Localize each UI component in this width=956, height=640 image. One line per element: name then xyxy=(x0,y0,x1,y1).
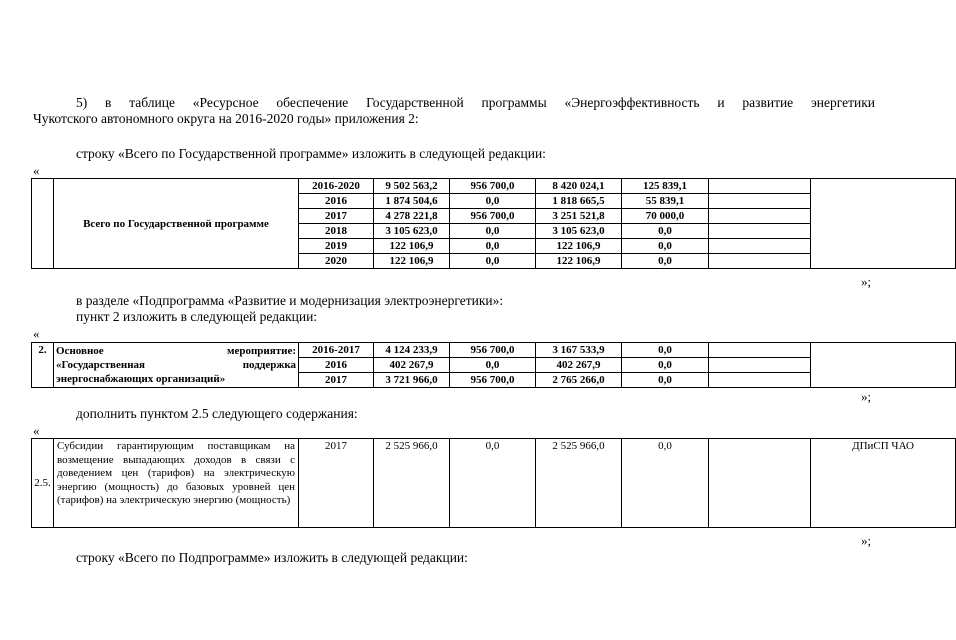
table2-name-part: Основное xyxy=(56,345,104,357)
table2-cell: 3 167 533,9 xyxy=(536,343,622,358)
table3-year: 2017 xyxy=(299,439,374,528)
close-quote-3: »; xyxy=(861,533,872,548)
section3-line-1: дополнить пунктом 2.5 следующего содержания: xyxy=(76,406,358,421)
table1-cell: 8 420 024,1 xyxy=(536,179,622,194)
table3-reg: 2 525 966,0 xyxy=(536,439,622,528)
table1-cell: 3 105 623,0 xyxy=(536,224,622,239)
table1-cell: 122 106,9 xyxy=(536,254,622,269)
table2-cell: 3 721 966,0 xyxy=(374,373,450,388)
table1-empty-cell xyxy=(709,194,811,209)
table1-cell: 9 502 563,2 xyxy=(374,179,450,194)
table2-exec-cell xyxy=(811,343,956,388)
table2-name-part: поддержка xyxy=(242,359,296,371)
table1-cell: 2016-2020 xyxy=(299,179,374,194)
table1-empty-cell xyxy=(709,239,811,254)
table2-cell: 0,0 xyxy=(622,358,709,373)
table2-row xyxy=(32,343,956,358)
table1-cell: 122 106,9 xyxy=(536,239,622,254)
table3-other: 0,0 xyxy=(622,439,709,528)
table1-cell: 1 818 665,5 xyxy=(536,194,622,209)
table2-num: 2. xyxy=(32,343,54,388)
measure-2-5-table xyxy=(31,438,956,528)
section2-line-2: пункт 2 изложить в следующей редакции: xyxy=(76,309,318,324)
table1-num-cell xyxy=(32,179,54,269)
table3-row xyxy=(32,439,956,528)
measure-2-table xyxy=(31,342,956,388)
table1-cell: 0,0 xyxy=(450,224,536,239)
intro-line-1: 5) в таблице «Ресурсное обеспечение Государственной программы «Энергоэффективность и развитие энергетики xyxy=(76,95,875,110)
table1-cell: 0,0 xyxy=(450,194,536,209)
table3-fed: 0,0 xyxy=(450,439,536,528)
table1-cell: 55 839,1 xyxy=(622,194,709,209)
table2-cell: 0,0 xyxy=(622,343,709,358)
table2-name-line-2 xyxy=(56,358,296,372)
table2-empty-cell xyxy=(709,343,811,358)
table3-exec: ДПиСП ЧАО xyxy=(811,439,956,528)
table1-cell: 3 105 623,0 xyxy=(374,224,450,239)
table2-name-part: «Государственная xyxy=(56,359,145,371)
table1-row xyxy=(32,179,956,194)
table2-name-cell xyxy=(54,343,299,388)
section4-line-1: строку «Всего по Подпрограмме» изложить в следующей редакции: xyxy=(76,550,468,565)
table1-cell: 122 106,9 xyxy=(374,254,450,269)
table2-name-part: мероприятие: xyxy=(226,345,296,357)
table2-cell: 2 765 266,0 xyxy=(536,373,622,388)
table1-cell: 956 700,0 xyxy=(450,179,536,194)
table1-cell: 70 000,0 xyxy=(622,209,709,224)
table1-cell: 2018 xyxy=(299,224,374,239)
table1-cell: 3 251 521,8 xyxy=(536,209,622,224)
table1-cell: 4 278 221,8 xyxy=(374,209,450,224)
table2-cell: 2017 xyxy=(299,373,374,388)
table1-empty-cell xyxy=(709,179,811,194)
table2-cell: 956 700,0 xyxy=(450,343,536,358)
table1-cell: 956 700,0 xyxy=(450,209,536,224)
table1-cell: 125 839,1 xyxy=(622,179,709,194)
section2-line-1: в разделе «Подпрограмма «Развитие и модернизация электроэнергетики»: xyxy=(76,293,504,308)
table1-cell: 1 874 504,6 xyxy=(374,194,450,209)
table3-total: 2 525 966,0 xyxy=(374,439,450,528)
table2-cell: 0,0 xyxy=(622,373,709,388)
table2-name-line-3: энергоснабжающих организаций» xyxy=(56,373,226,385)
close-quote-2: »; xyxy=(861,389,872,404)
table1-cell: 0,0 xyxy=(622,224,709,239)
table2-cell: 956 700,0 xyxy=(450,373,536,388)
table2-name-line-1 xyxy=(56,344,296,358)
table1-empty-cell xyxy=(709,254,811,269)
table2-empty-cell xyxy=(709,373,811,388)
table1-cell: 2017 xyxy=(299,209,374,224)
table1-cell: 0,0 xyxy=(622,239,709,254)
table1-cell: 2016 xyxy=(299,194,374,209)
table1-cell: 0,0 xyxy=(450,254,536,269)
table2-cell: 4 124 233,9 xyxy=(374,343,450,358)
table1-cell: 122 106,9 xyxy=(374,239,450,254)
table1-label: Всего по Государственной программе xyxy=(54,179,299,269)
table2-empty-cell xyxy=(709,358,811,373)
table2-cell: 402 267,9 xyxy=(536,358,622,373)
table1-cell: 0,0 xyxy=(622,254,709,269)
table2-cell: 2016-2017 xyxy=(299,343,374,358)
table1-exec-cell xyxy=(811,179,956,269)
table3-desc: Субсидии гарантирующим поставщикам на возмещение выпадающих доходов в связи с доведением цен (тарифов) на электрическую энергию (мощность) до базовых уровней цен (тарифов) на электрическую энергию (мощность) xyxy=(54,439,299,528)
table1-cell: 2020 xyxy=(299,254,374,269)
open-quote-1: « xyxy=(33,163,40,178)
table1-empty-cell xyxy=(709,209,811,224)
intro-line-2: Чукотского автономного округа на 2016-2020 годы» приложения 2: xyxy=(33,111,419,126)
table1-cell: 0,0 xyxy=(450,239,536,254)
intro-line-3: строку «Всего по Государственной программе» изложить в следующей редакции: xyxy=(76,146,546,161)
table3-num: 2.5. xyxy=(32,439,54,528)
table1-empty-cell xyxy=(709,224,811,239)
table1-cell: 2019 xyxy=(299,239,374,254)
table2-cell: 0,0 xyxy=(450,358,536,373)
table2-cell: 2016 xyxy=(299,358,374,373)
close-quote-1: »; xyxy=(861,274,872,289)
total-program-table xyxy=(31,178,956,269)
table3-empty-cell xyxy=(709,439,811,528)
open-quote-3: « xyxy=(33,423,40,438)
open-quote-2: « xyxy=(33,326,40,341)
table2-cell: 402 267,9 xyxy=(374,358,450,373)
